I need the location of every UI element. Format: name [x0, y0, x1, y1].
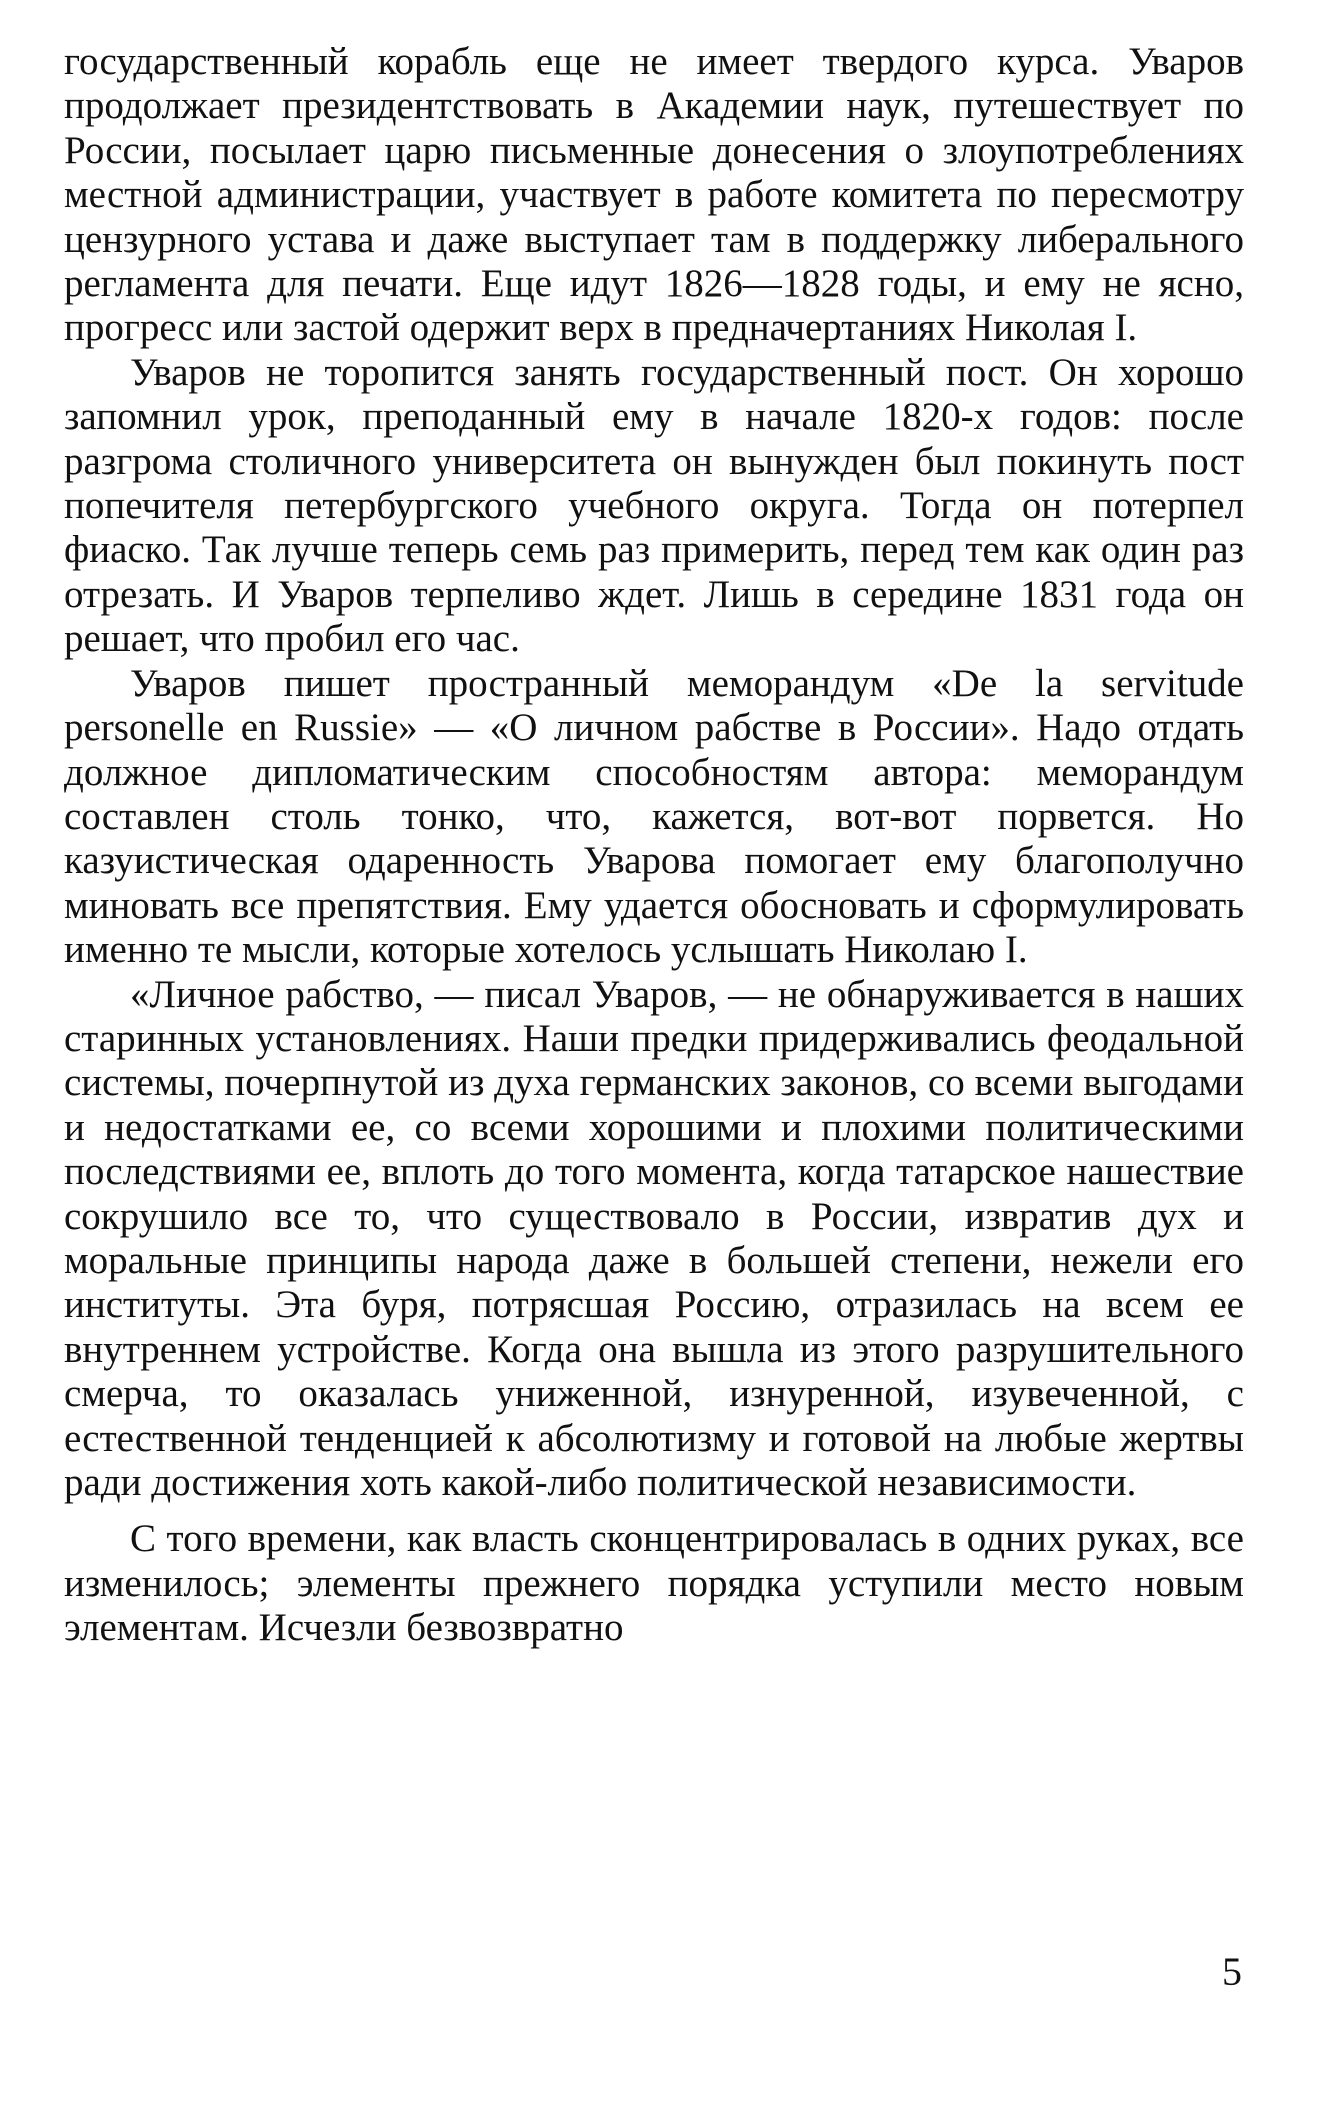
paragraph-1: государственный корабль еще не имеет твердого курса. Уваров продолжает президентствовать в Академии наук, путешествует по России, посылает царю письменные донесения о злоупотреблениях местной администрации, участвует в работе комитета по пересмотру цензурного устава и даже выступает там в поддержку либерального регламента для печати. Еще идут 1826—1828 годы, и ему не ясно, прогресс или застой одержит верх в предначертаниях Николая I. [64, 40, 1244, 350]
paragraph-5: С того времени, как власть сконцентрировалась в одних руках, все изменилось; элементы прежнего порядка уступили место новым элементам. Исчезли безвозвратно [64, 1517, 1244, 1650]
paragraph-4-quote: «Личное рабство, — писал Уваров, — не обнаруживается в наших старинных установлениях. Наши предки придерживались феодальной системы, почерпнутой из духа германских законов, со всеми выгодами и недостатками ее, со всеми хорошими и плохими политическими последствиями ее, вплоть до того момента, когда татарское нашествие сокрушило все то, что существовало в России, извратив дух и моральные принципы народа даже в большей степени, нежели его институты. Эта буря, потрясшая Россию, отразилась на всем ее внутреннем устройстве. Когда она вышла из этого разрушительного смерча, то оказалась униженной, изнуренной, изувеченной, с естественной тенденцией к абсолютизму и готовой на любые жертвы ради достижения хоть какой-либо политической независимости. [64, 972, 1244, 1504]
page-body [64, 40, 1244, 1651]
page-number: 5 [1222, 1949, 1242, 1994]
paragraph-2: Уваров не торопится занять государственный пост. Он хорошо запомнил урок, преподанный ему в начале 1820-х годов: после разгрома столичного университета он вынужден был покинуть пост попечителя петербургского учебного округа. Тогда он потерпел фиаско. Так лучше теперь семь раз примерить, перед тем как один раз отрезать. И Уваров терпеливо ждет. Лишь в середине 1831 года он решает, что пробил его час. [64, 350, 1244, 661]
paragraph-3: Уваров пишет пространный меморандум «De la servitude personelle en Russie» — «О личном рабстве в России». Надо отдать должное дипломатическим способностям автора: меморандум составлен столь тонко, что, кажется, вот-вот порвется. Но казуистическая одаренность Уварова помогает ему благополучно миновать все препятствия. Ему удается обосновать и сформулировать именно те мысли, которые хотелось услышать Николаю I. [64, 661, 1244, 972]
